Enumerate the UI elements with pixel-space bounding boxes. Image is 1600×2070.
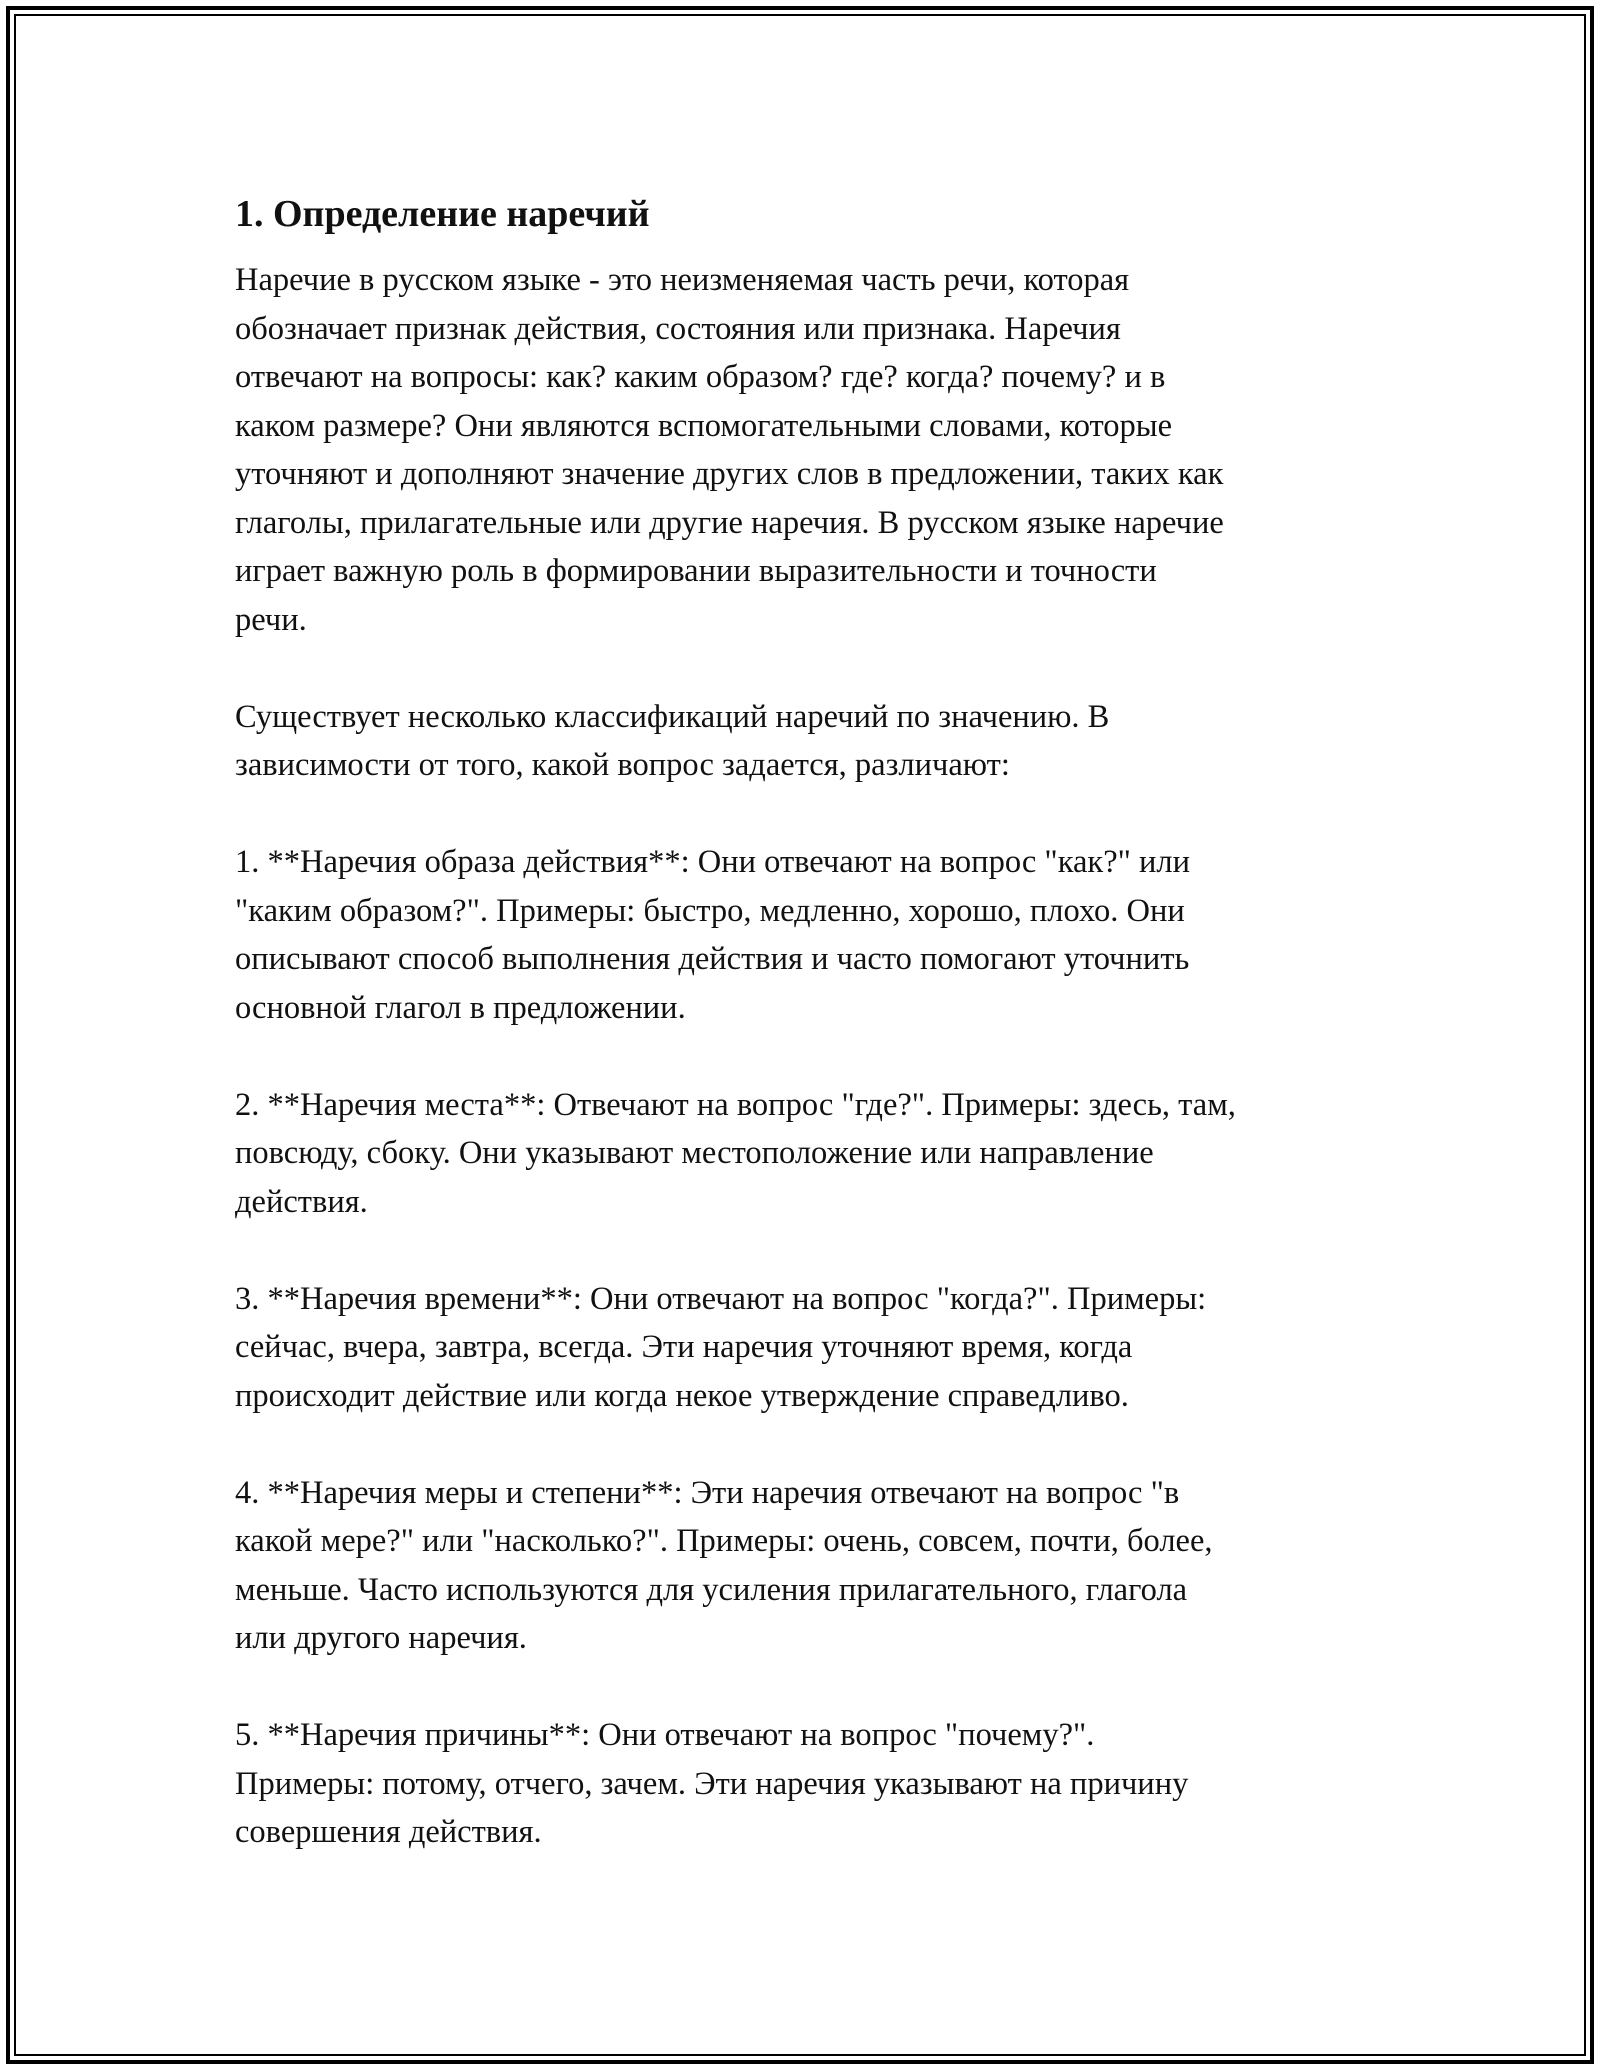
text-line: повсюду, сбоку. Они указывают местоположение или направление — [235, 1135, 1154, 1171]
document-body — [235, 186, 1375, 1905]
list-item-cause — [235, 1711, 1375, 1857]
text-line: меньше. Часто используются для усиления прилагательного, глагола — [235, 1571, 1188, 1608]
list-item-degree — [235, 1469, 1375, 1663]
list-item-manner — [235, 838, 1375, 1032]
text-line: зависимости от того, какой вопрос задается, различают: — [235, 747, 1010, 783]
text-line: "каким образом?". Примеры: быстро, медленно, хорошо, плохо. Они — [235, 892, 1185, 929]
text-line: 2. **Наречия места**: Отвечают на вопрос "где?". Примеры: здесь, там, — [235, 1086, 1236, 1123]
text-line: уточняют и дополняют значение других слов в предложении, таких как — [235, 456, 1224, 492]
text-line: играет важную роль в формировании выразительности и точности — [235, 553, 1157, 589]
text-line: действия. — [235, 1183, 368, 1220]
text-line: какой мере?" или "насколько?". Примеры: очень, совсем, почти, более, — [235, 1523, 1213, 1559]
section-heading: 1. Определение наречий — [235, 193, 650, 235]
text-line: каком размере? Они являются вспомогательными словами, которые — [235, 407, 1173, 444]
text-line: Примеры: потому, отчего, зачем. Эти наречия указывают на причину — [235, 1765, 1189, 1802]
text-line: 4. **Наречия меры и степени**: Эти наречия отвечают на вопрос "в — [235, 1474, 1180, 1511]
text-line: или другого наречия. — [235, 1620, 527, 1656]
text-line: Существует несколько классификаций наречий по значению. В — [235, 698, 1110, 735]
text-line: основной глагол в предложении. — [235, 989, 686, 1026]
text-line: описывают способ выполнения действия и часто помогают уточнить — [235, 941, 1190, 977]
text-line: Наречие в русском языке - это неизменяемая часть речи, которая — [235, 262, 1130, 298]
text-line: совершения действия. — [235, 1814, 542, 1850]
text-line: 5. **Наречия причины**: Они отвечают на вопрос "почему?". — [235, 1717, 1095, 1753]
paragraph-definition — [235, 256, 1375, 644]
text-line: обозначает признак действия, состояния или признака. Наречия — [235, 310, 1121, 347]
text-line: отвечают на вопросы: как? каким образом? где? когда? почему? и в — [235, 359, 1166, 395]
list-item-time — [235, 1275, 1375, 1421]
text-line: речи. — [235, 601, 307, 638]
text-line: глаголы, прилагательные или другие наречия. В русском языке наречие — [235, 504, 1224, 541]
text-line: сейчас, вчера, завтра, всегда. Эти наречия уточняют время, когда — [235, 1329, 1133, 1365]
text-line: происходит действие или когда некое утверждение справедливо. — [235, 1377, 1129, 1414]
paragraph-classification-intro — [235, 693, 1375, 790]
list-item-place — [235, 1081, 1375, 1227]
text-line: 1. **Наречия образа действия**: Они отвечают на вопрос "как?" или — [235, 844, 1191, 880]
text-line: 3. **Наречия времени**: Они отвечают на вопрос "когда?". Примеры: — [235, 1280, 1207, 1317]
